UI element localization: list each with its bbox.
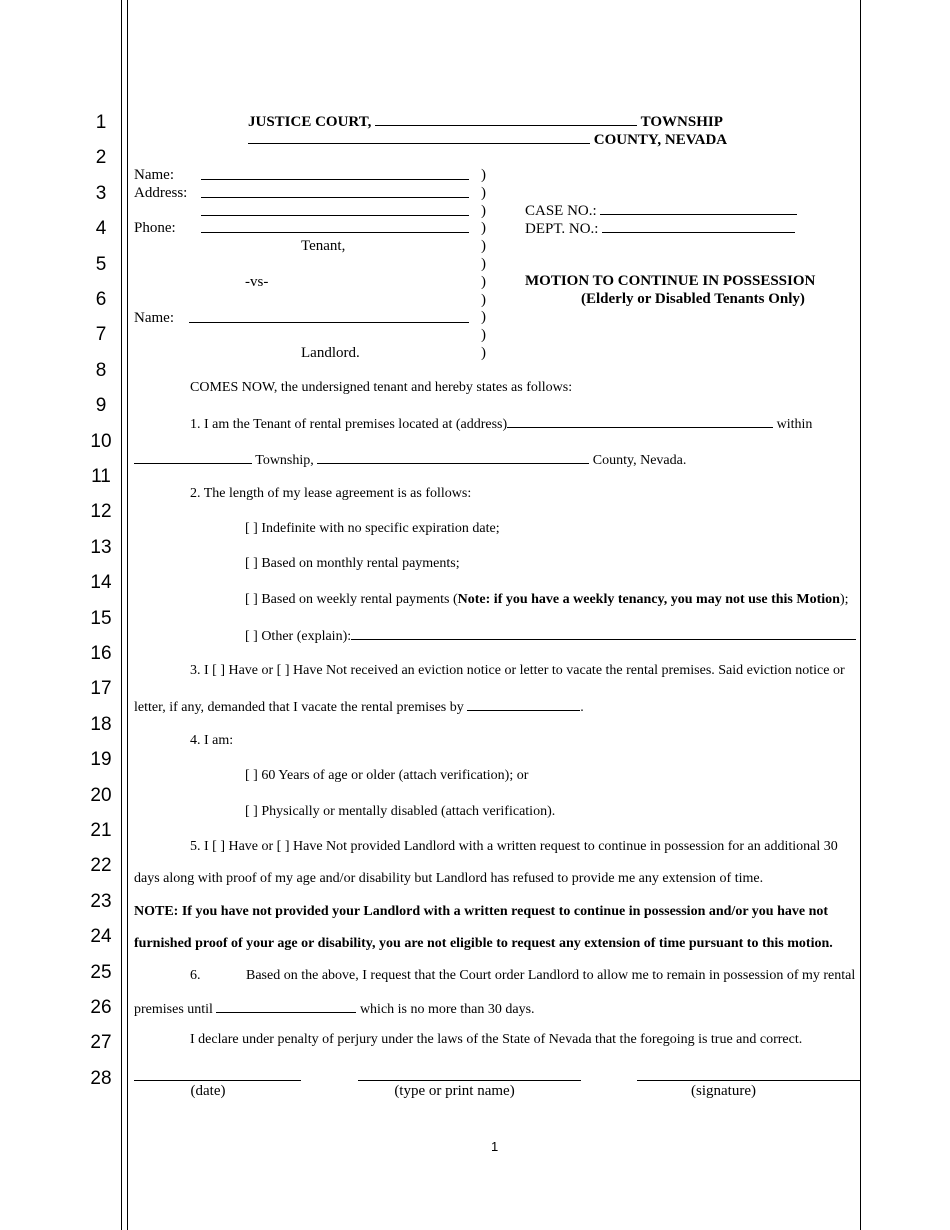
right-margin-line [860, 0, 861, 1230]
case-number-row [525, 202, 797, 220]
caption-paren: ) [481, 345, 486, 361]
case-number-field[interactable] [600, 202, 797, 215]
dept-number-field[interactable] [602, 220, 795, 233]
option-weekly-text: [ ] Based on weekly rental payments ( [245, 592, 458, 607]
caption-paren: ) [481, 220, 486, 237]
option-monthly[interactable]: [ ] Based on monthly rental payments; [245, 556, 460, 571]
line-number: 1 [95, 112, 107, 133]
caption-paren: ) [481, 238, 486, 255]
weekly-note: Note: if you have a weekly tenancy, you may not use this Motion [457, 592, 840, 607]
line-number: 21 [90, 820, 112, 841]
line-number: 6 [95, 289, 107, 310]
township-label: TOWNSHIP [640, 114, 723, 130]
line-number: 9 [95, 395, 107, 417]
paragraph-3-end: . [580, 700, 584, 715]
option-disabled[interactable]: [ ] Physically or mentally disabled (attach verification). [245, 804, 556, 819]
option-age[interactable]: [ ] 60 Years of age or older (attach verification); or [245, 768, 529, 783]
caption-paren: ) [481, 273, 486, 290]
line-number: 20 [90, 784, 112, 806]
township-text: Township, [255, 453, 314, 468]
tenant-name-field[interactable] [201, 167, 469, 180]
paragraph-3-line-2 [134, 698, 584, 716]
line-number: 15 [90, 607, 112, 629]
county-label: COUNTY, NEVADA [593, 132, 728, 148]
case-number-label: CASE NO.: [525, 203, 597, 219]
date-signature-line[interactable] [134, 1080, 301, 1081]
township-blank [375, 113, 637, 126]
court-label: JUSTICE COURT, [248, 114, 372, 130]
line-number: 18 [90, 713, 112, 735]
dept-number-row [525, 220, 795, 238]
line-number: 14 [90, 572, 112, 594]
tenant-phone-label: Phone: [134, 220, 176, 236]
county-blank [248, 131, 590, 144]
court-header-line1 [248, 113, 723, 131]
motion-subtitle: (Elderly or Disabled Tenants Only) [581, 291, 805, 307]
line-number: 2 [95, 147, 107, 169]
line-number: 10 [90, 430, 112, 452]
possession-until-field[interactable] [216, 1000, 356, 1013]
paragraph-2-text: 2. The length of my lease agreement is as follows: [190, 486, 472, 501]
paragraph-3-line-1: 3. I [ ] Have or [ ] Have Not received an eviction notice or letter to vacate the rental premises. Said eviction notice or [190, 663, 845, 678]
left-margin-line-outer [121, 0, 122, 1230]
caption-paren: ) [481, 327, 486, 344]
option-weekly-end: ); [839, 592, 849, 607]
line-number: 23 [90, 890, 112, 912]
name-signature-line[interactable] [358, 1080, 581, 1081]
line-number: 13 [90, 536, 112, 558]
left-margin-line-inner [127, 0, 128, 1230]
court-header-line2 [248, 131, 727, 149]
versus-label: -vs- [245, 274, 269, 290]
county-text: County, Nevada. [592, 453, 687, 468]
premises-address-field[interactable] [507, 415, 773, 428]
note-line-2: furnished proof of your age or disability, you are not eligible to request any extension of time pursuant to this motion. [134, 936, 833, 951]
line-number: 11 [91, 466, 111, 487]
line-number: 22 [90, 855, 112, 877]
line-number: 19 [90, 749, 112, 771]
paragraph-6-line-2 [134, 1000, 535, 1018]
tenant-role-label: Tenant, [301, 238, 346, 254]
option-weekly[interactable] [245, 592, 849, 608]
caption-paren: ) [481, 291, 486, 308]
tenant-phone-field[interactable] [201, 220, 469, 233]
paragraph-1-line-2 [134, 451, 686, 469]
option-other-text: [ ] Other (explain): [245, 629, 352, 644]
note-line-1: NOTE: If you have not provided your Landlord with a written request to continue in possession and/or you have not [134, 904, 829, 919]
caption-paren: ) [481, 309, 486, 326]
caption-paren: ) [481, 184, 486, 201]
line-number: 5 [95, 253, 107, 275]
line-number: 25 [90, 961, 112, 983]
line-number: 17 [90, 678, 112, 700]
paragraph-6-number: 6. [190, 968, 201, 983]
line-number: 24 [90, 926, 112, 948]
paragraph-6-end: which is no more than 30 days. [359, 1002, 535, 1017]
motion-title: MOTION TO CONTINUE IN POSSESSION [525, 273, 816, 289]
landlord-name-field[interactable] [189, 310, 469, 323]
line-number: 16 [90, 643, 112, 664]
paragraph-1-text: 1. I am the Tenant of rental premises located at (address) [190, 417, 508, 432]
line-number: 27 [90, 1032, 112, 1054]
paragraph-5-line-2: days along with proof of my age and/or disability but Landlord has refused to provide me any extension of time. [134, 871, 764, 886]
line-number: 28 [90, 1067, 112, 1089]
landlord-role-label: Landlord. [301, 345, 360, 361]
page-number: 1 [491, 1139, 499, 1154]
tenant-address-field[interactable] [201, 185, 469, 198]
caption-paren: ) [481, 256, 486, 272]
paragraph-6-text: premises until [134, 1002, 213, 1017]
paragraph-4-text: 4. I am: [190, 733, 234, 748]
county-field[interactable] [317, 451, 589, 464]
other-explain-field[interactable] [351, 627, 856, 640]
option-other[interactable] [245, 627, 856, 645]
paragraph-6-line-1: Based on the above, I request that the Court order Landlord to allow me to remain in possession of my rental [246, 968, 856, 983]
tenant-address-field-2[interactable] [201, 203, 469, 216]
caption-paren: ) [481, 202, 486, 219]
line-number: 26 [90, 997, 112, 1018]
line-number: 7 [95, 324, 107, 346]
option-indefinite[interactable]: [ ] Indefinite with no specific expiration date; [245, 521, 500, 536]
dept-number-label: DEPT. NO.: [525, 221, 599, 237]
paragraph-5-line-1: 5. I [ ] Have or [ ] Have Not provided Landlord with a written request to continue in possession for an additional 30 [190, 839, 838, 854]
print-name-caption: (type or print name) [394, 1083, 515, 1099]
caption-paren: ) [481, 167, 486, 183]
paragraph-3-text: letter, if any, demanded that I vacate the rental premises by [134, 700, 464, 715]
signature-line[interactable] [637, 1080, 860, 1081]
line-number: 3 [95, 182, 107, 204]
vacate-date-field[interactable] [467, 698, 580, 711]
township-field[interactable] [134, 451, 252, 464]
paragraph-1-line-1 [190, 415, 812, 433]
line-number: 12 [90, 501, 112, 523]
intro-text: COMES NOW, the undersigned tenant and hereby states as follows: [190, 380, 573, 395]
landlord-name-label: Name: [134, 310, 174, 326]
date-caption: (date) [190, 1083, 226, 1099]
signature-caption: (signature) [691, 1083, 756, 1099]
tenant-address-label: Address: [134, 185, 188, 201]
line-number: 4 [95, 218, 107, 240]
line-number: 8 [95, 359, 107, 381]
within-text: within [776, 417, 813, 432]
tenant-name-label: Name: [134, 167, 174, 183]
declaration-text: I declare under penalty of perjury under the laws of the State of Nevada that the foregoing is true and correct. [190, 1032, 803, 1047]
